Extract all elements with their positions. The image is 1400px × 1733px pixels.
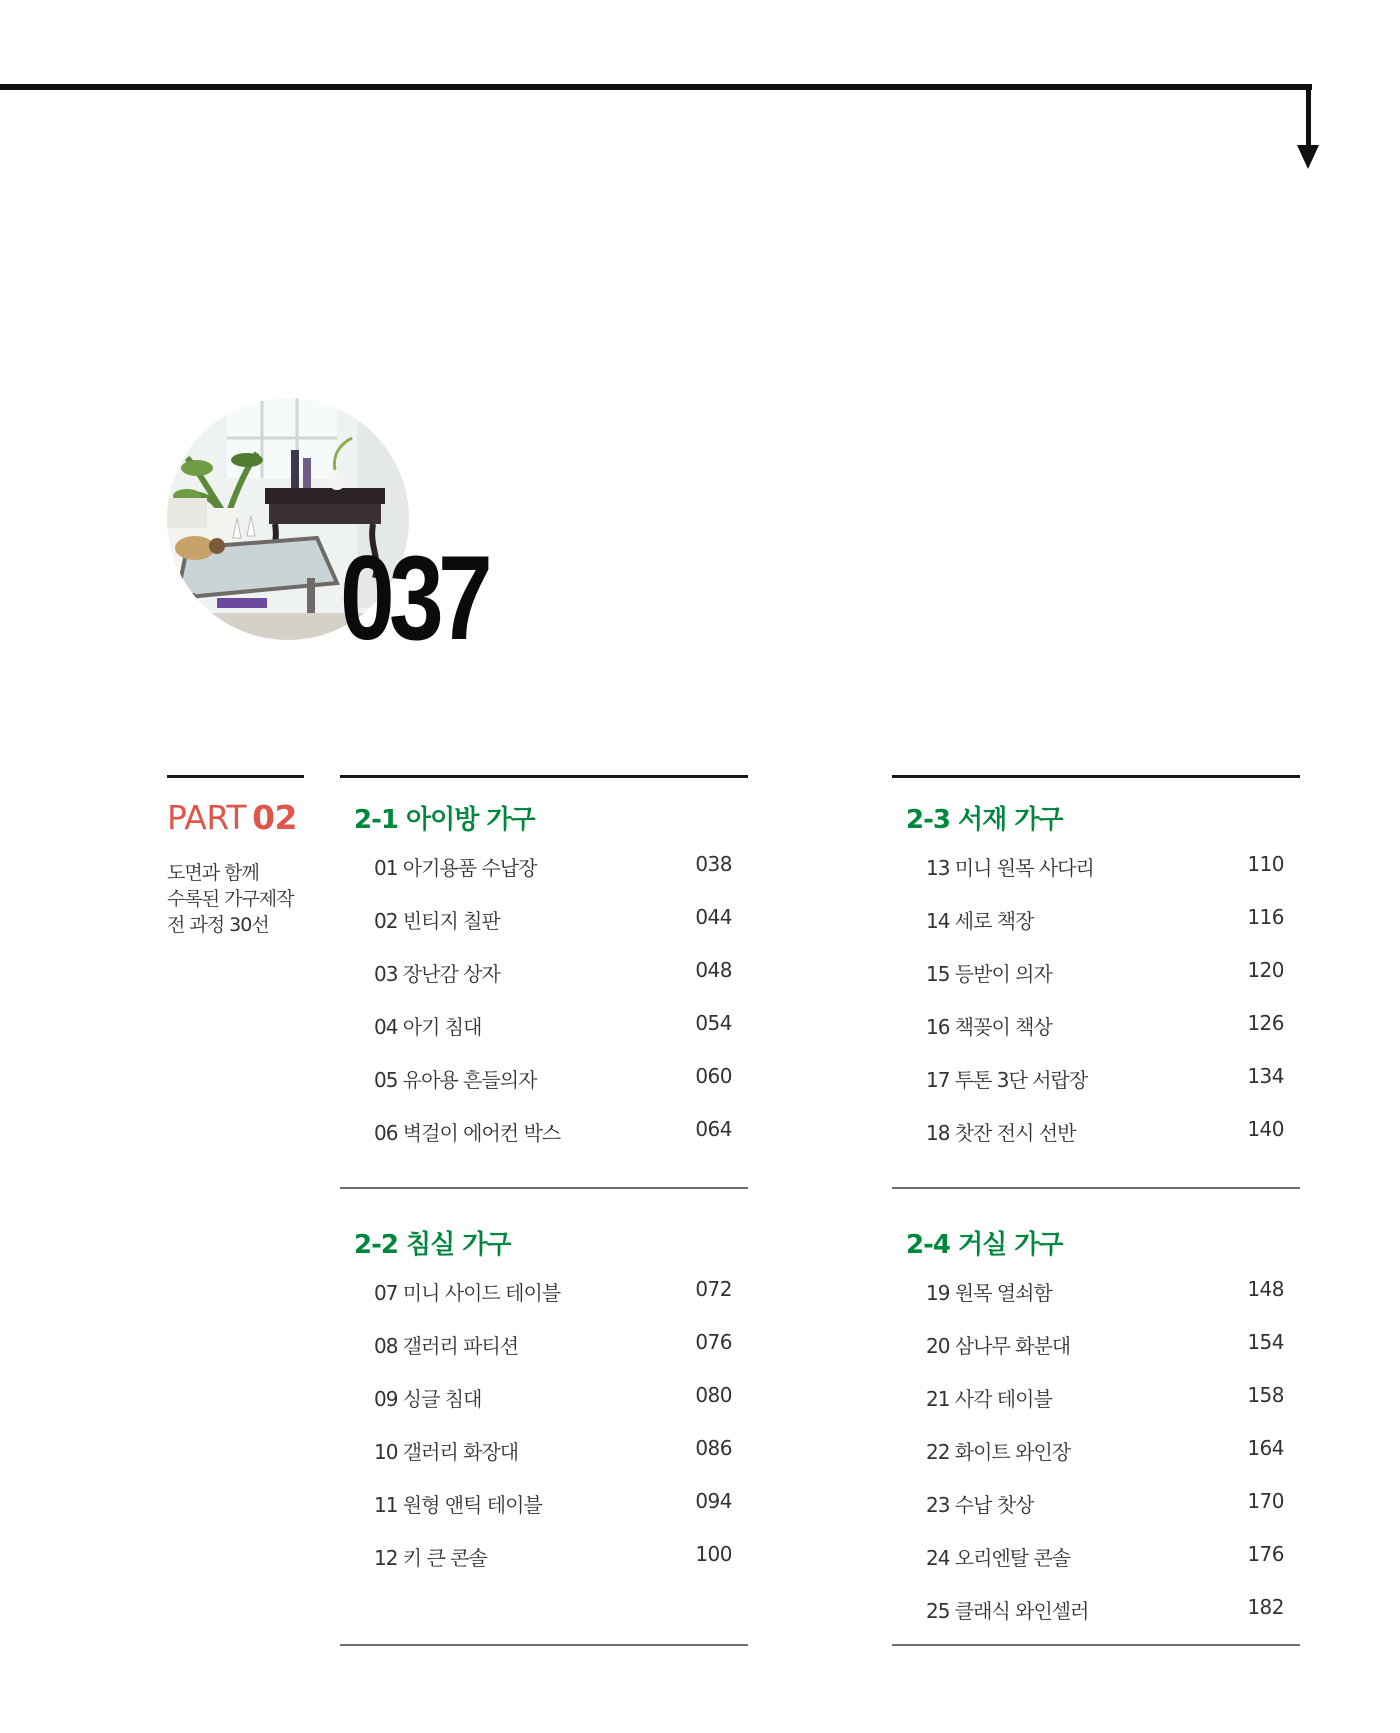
toc-item-title: 14 세로 책장	[926, 909, 1034, 933]
toc-item-page: 140	[1247, 1117, 1284, 1141]
toc-row[interactable]	[926, 1489, 1284, 1519]
toc-section-2-1	[340, 775, 748, 1190]
toc-item-title: 23 수납 찻상	[926, 1493, 1034, 1517]
toc-item-page: 164	[1247, 1436, 1284, 1460]
toc-row[interactable]	[926, 1064, 1284, 1094]
toc-section-2-4	[892, 1200, 1300, 1660]
toc-item-title: 18 찻잔 전시 선반	[926, 1121, 1076, 1145]
toc-item-title: 03 장난감 상자	[374, 962, 500, 986]
toc-item-title: 22 화이트 와인장	[926, 1440, 1071, 1464]
toc-item-page: 126	[1247, 1011, 1284, 1035]
part-desc-line: 전 과정 30선	[167, 914, 269, 936]
part-word: PART	[167, 798, 247, 837]
toc-item-page: 120	[1247, 958, 1284, 982]
toc-row[interactable]	[374, 1330, 732, 1360]
toc-item-page: 048	[695, 958, 732, 982]
section-title: 2-3 서재 가구	[906, 805, 1063, 835]
toc-item-page: 176	[1247, 1542, 1284, 1566]
toc-row[interactable]	[926, 1436, 1284, 1466]
toc-item-title: 01 아기용품 수납장	[374, 856, 537, 880]
toc-item-page: 100	[695, 1542, 732, 1566]
part-label	[167, 798, 297, 837]
section-bottom-rule	[340, 1644, 748, 1646]
toc-row[interactable]	[374, 852, 732, 882]
toc-item-page: 148	[1247, 1277, 1284, 1301]
down-arrow-icon	[1297, 145, 1319, 169]
toc-item-title: 25 클래식 와인셀러	[926, 1599, 1089, 1623]
toc-item-title: 16 책꽂이 책상	[926, 1015, 1052, 1039]
toc-row[interactable]	[374, 1489, 732, 1519]
toc-item-page: 094	[695, 1489, 732, 1513]
toc-item-title: 20 삼나무 화분대	[926, 1334, 1071, 1358]
section-top-rule	[892, 775, 1300, 778]
toc-row[interactable]	[926, 1011, 1284, 1041]
toc-row[interactable]	[926, 1595, 1284, 1625]
toc-section-2-2	[340, 1200, 748, 1660]
section-bottom-rule	[340, 1187, 748, 1189]
toc-row[interactable]	[374, 958, 732, 988]
top-arrow-stem	[1306, 84, 1311, 148]
section-bottom-rule	[892, 1187, 1300, 1189]
section-title: 2-2 침실 가구	[354, 1230, 511, 1260]
toc-item-page: 170	[1247, 1489, 1284, 1513]
toc-row[interactable]	[374, 1011, 732, 1041]
toc-row[interactable]	[374, 1117, 732, 1147]
toc-item-page: 064	[695, 1117, 732, 1141]
toc-item-title: 15 등받이 의자	[926, 962, 1052, 986]
toc-item-title: 02 빈티지 칠판	[374, 909, 500, 933]
toc-row[interactable]	[374, 905, 732, 935]
toc-item-title: 09 싱글 침대	[374, 1387, 482, 1411]
toc-row[interactable]	[926, 958, 1284, 988]
toc-row[interactable]	[374, 1542, 732, 1572]
toc-item-page: 054	[695, 1011, 732, 1035]
toc-row[interactable]	[926, 905, 1284, 935]
toc-item-page: 076	[695, 1330, 732, 1354]
toc-item-title: 17 투톤 3단 서랍장	[926, 1068, 1088, 1092]
section-bottom-rule	[892, 1644, 1300, 1646]
toc-item-title: 13 미니 원목 사다리	[926, 856, 1094, 880]
toc-item-page: 134	[1247, 1064, 1284, 1088]
toc-section-2-3	[892, 775, 1300, 1190]
section-title: 2-1 아이방 가구	[354, 805, 535, 835]
toc-row[interactable]	[374, 1064, 732, 1094]
toc-item-title: 12 키 큰 콘솔	[374, 1546, 487, 1570]
toc-item-title: 24 오리엔탈 콘솔	[926, 1546, 1071, 1570]
part-rule	[167, 775, 304, 778]
toc-item-title: 10 갤러리 화장대	[374, 1440, 519, 1464]
part-desc-line: 도면과 함께	[167, 862, 259, 884]
toc-row[interactable]	[926, 852, 1284, 882]
toc-item-title: 07 미니 사이드 테이블	[374, 1281, 561, 1305]
toc-item-page: 060	[695, 1064, 732, 1088]
toc-item-page: 158	[1247, 1383, 1284, 1407]
toc-row[interactable]	[926, 1117, 1284, 1147]
toc-item-page: 154	[1247, 1330, 1284, 1354]
toc-item-page: 080	[695, 1383, 732, 1407]
toc-item-title: 06 벽걸이 에어컨 박스	[374, 1121, 561, 1145]
toc-row[interactable]	[374, 1277, 732, 1307]
top-arrow-line	[0, 84, 1312, 90]
toc-item-title: 21 사각 테이블	[926, 1387, 1052, 1411]
toc-row[interactable]	[926, 1277, 1284, 1307]
toc-row[interactable]	[374, 1383, 732, 1413]
toc-row[interactable]	[926, 1542, 1284, 1572]
toc-item-title: 08 갤러리 파티션	[374, 1334, 519, 1358]
toc-item-title: 11 원형 앤틱 테이블	[374, 1493, 542, 1517]
toc-item-title: 05 유아용 흔들의자	[374, 1068, 537, 1092]
page-number: 037	[340, 531, 487, 665]
toc-item-title: 04 아기 침대	[374, 1015, 482, 1039]
toc-item-title: 19 원목 열쇠함	[926, 1281, 1052, 1305]
toc-item-page: 110	[1247, 852, 1284, 876]
toc-item-page: 086	[695, 1436, 732, 1460]
toc-item-page: 116	[1247, 905, 1284, 929]
section-title: 2-4 거실 가구	[906, 1230, 1063, 1260]
toc-row[interactable]	[374, 1436, 732, 1466]
toc-row[interactable]	[926, 1383, 1284, 1413]
part-desc-line: 수록된 가구제작	[167, 888, 294, 910]
part-number: 02	[252, 798, 297, 837]
toc-item-page: 072	[695, 1277, 732, 1301]
toc-item-page: 038	[695, 852, 732, 876]
toc-row[interactable]	[926, 1330, 1284, 1360]
toc-item-page: 044	[695, 905, 732, 929]
toc-item-page: 182	[1247, 1595, 1284, 1619]
section-top-rule	[340, 775, 748, 778]
